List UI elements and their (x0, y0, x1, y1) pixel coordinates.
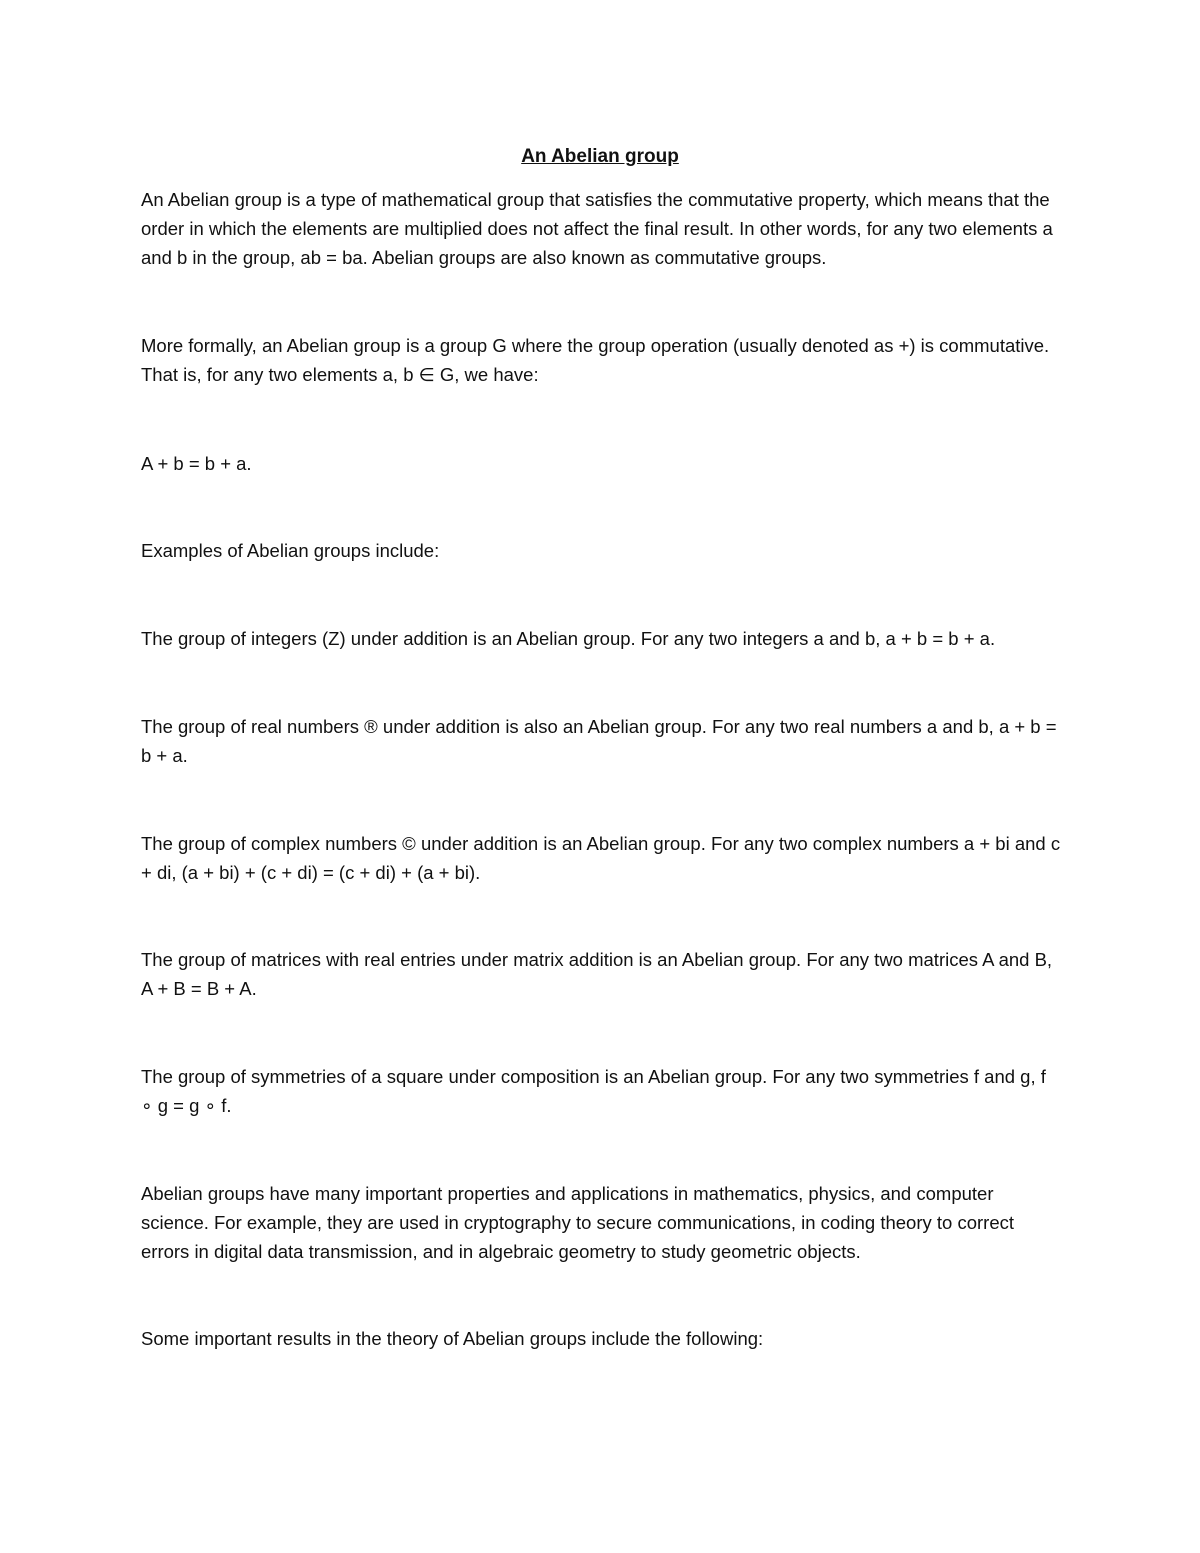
paragraph-example-integers: The group of integers (Z) under addition is an Abelian group. For any two integers a and b, a + b = b + a. (141, 628, 996, 649)
paragraph-formal-definition: More formally, an Abelian group is a group G where the group operation (usually denoted as +) is commutative. That is, for any two elements a, b ∈ G, we have: (141, 335, 1050, 385)
paragraph-applications: Abelian groups have many important properties and applications in mathematics, physics, and computer science. For example, they are used in cryptography to secure communications, in coding theory to correct errors in digital data transmission, and in algebraic geometry to study geometric objects. (141, 1183, 1015, 1262)
paragraph-equation: A + b = b + a. (141, 453, 252, 474)
paragraph-results-intro: Some important results in the theory of Abelian groups include the following: (141, 1328, 764, 1349)
paragraph-definition: An Abelian group is a type of mathematical group that satisfies the commutative property, which means that the order in which the elements are multiplied does not affect the final result. In other words, for any two elements a and b in the group, ab = ba. Abelian groups are also known as commutative groups. (141, 189, 1053, 268)
paragraph-example-reals: The group of real numbers ® under addition is also an Abelian group. For any two real numbers a and b, a + b = b + a. (141, 716, 1057, 766)
document-title: An Abelian group (521, 146, 679, 167)
paragraph-example-symmetries: The group of symmetries of a square under composition is an Abelian group. For any two symmetries f and g, f ∘ g = g ∘ f. (141, 1066, 1046, 1116)
paragraph-example-matrices: The group of matrices with real entries under matrix addition is an Abelian group. For any two matrices A and B, A + B = B + A. (141, 949, 1053, 999)
paragraph-example-complex: The group of complex numbers © under addition is an Abelian group. For any two complex numbers a + bi and c + di, (a + bi) + (c + di) = (c + di) + (a + bi). (141, 833, 1061, 883)
paragraph-examples-intro: Examples of Abelian groups include: (141, 540, 440, 561)
